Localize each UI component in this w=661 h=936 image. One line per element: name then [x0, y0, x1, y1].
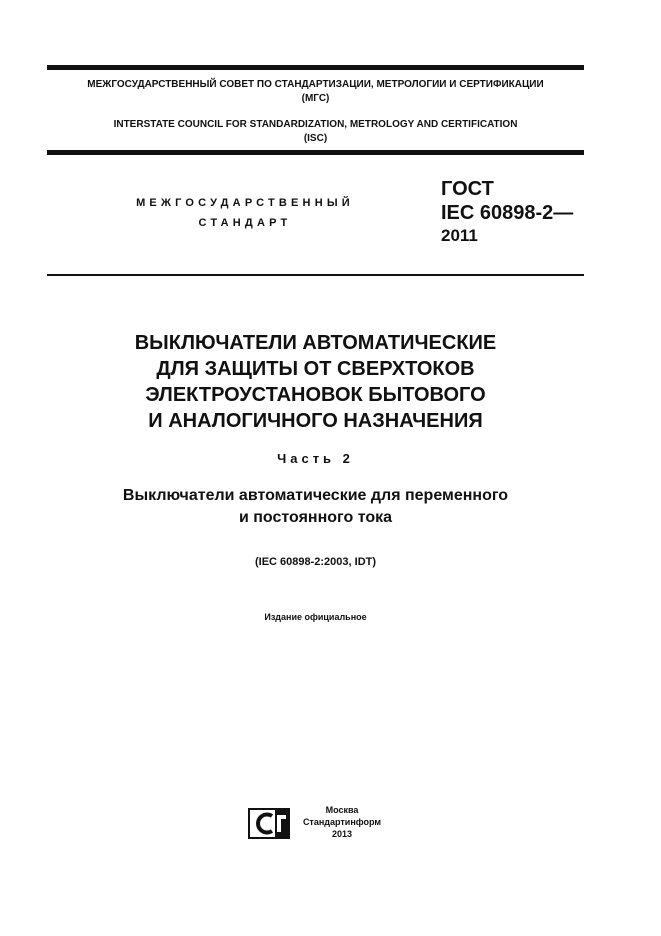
- part-label: Часть 2: [277, 451, 354, 466]
- standard-number: IEC 60898-2—: [441, 202, 574, 224]
- publisher-info: [296, 804, 388, 840]
- document-title: [47, 330, 584, 434]
- council-abbr-en: (ISC): [303, 133, 328, 144]
- iec-reference: (IEC 60898-2:2003, IDT): [254, 556, 377, 568]
- council-name-en-line: INTERSTATE COUNCIL FOR STANDARDIZATION, METROLOGY AND CERTIFICATION: [113, 119, 518, 130]
- title-line: ЭЛЕКТРОУСТАНОВОК БЫТОВОГО: [145, 384, 486, 406]
- subtitle-line: и постоянного тока: [238, 509, 392, 526]
- council-name-ru-line: МЕЖГОСУДАРСТВЕННЫЙ СОВЕТ ПО СТАНДАРТИЗАЦИИ, МЕТРОЛОГИИ И СЕРТИФИКАЦИИ: [87, 79, 544, 90]
- publisher-city: Москва: [325, 805, 359, 815]
- gost-label: ГОСТ: [441, 178, 494, 200]
- top-rule: [47, 65, 584, 70]
- council-name-en: [47, 118, 584, 146]
- standartinform-logo-icon: [248, 808, 290, 839]
- standard-type-label: [100, 193, 390, 233]
- title-line: ВЫКЛЮЧАТЕЛИ АВТОМАТИЧЕСКИЕ: [134, 332, 497, 354]
- title-line: ДЛЯ ЗАЩИТЫ ОТ СВЕРХТОКОВ: [156, 358, 475, 380]
- subtitle-line: Выключатели автоматические для переменного: [122, 487, 509, 504]
- designation-bottom-rule: [47, 274, 584, 276]
- publisher-name: Стандартинформ: [302, 817, 382, 827]
- standard-type-line2: СТАНДАРТ: [198, 217, 292, 229]
- council-name-ru: [47, 78, 584, 106]
- standard-type-line1: МЕЖГОСУДАРСТВЕННЫЙ: [136, 197, 354, 209]
- council-abbr-ru: (МГС): [301, 93, 330, 104]
- document-subtitle: [47, 485, 584, 529]
- edition-label: Издание официальное: [264, 612, 367, 622]
- publisher-year: 2013: [331, 829, 353, 839]
- title-line: И АНАЛОГИЧНОГО НАЗНАЧЕНИЯ: [148, 410, 483, 432]
- standard-designation: [441, 177, 573, 247]
- header-bottom-rule: [47, 150, 584, 155]
- standard-year: 2011: [441, 226, 478, 245]
